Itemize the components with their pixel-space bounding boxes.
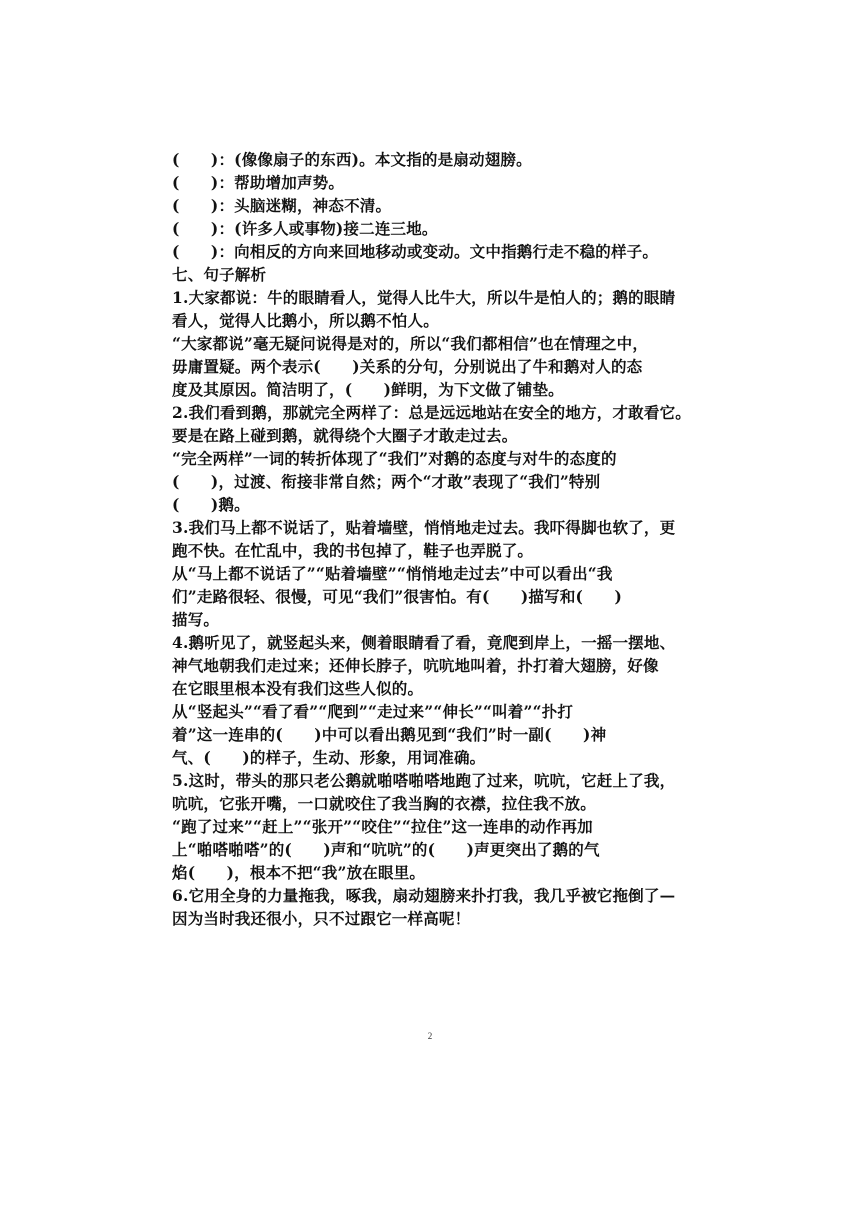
text-line: 4.鹅听见了，就竖起头来，侧着眼睛看了看，竟爬到岸上，一摇一摆地、 bbox=[172, 633, 676, 652]
worksheet-content bbox=[172, 148, 772, 930]
text-line: 看人，觉得人比鹅小，所以鹅不怕人。 bbox=[172, 311, 439, 330]
text-line: 焰( )，根本不把“我”放在眼里。 bbox=[172, 863, 426, 882]
text-line: 描写。 bbox=[172, 610, 220, 629]
text-line: 吭吭，它张开嘴，一口就咬住了我当胸的衣襟，拉住我不放。 bbox=[172, 794, 596, 813]
text-line: 在它眼里根本没有我们这些人似的。 bbox=[172, 679, 424, 698]
text-line: 度及其原因。简洁明了，( )鲜明，为下文做了铺垫。 bbox=[172, 380, 564, 399]
vocab-line: ( )：向相反的方向来回地移动或变动。文中指鹅行走不稳的样子。 bbox=[172, 242, 659, 261]
vocab-line: ( )：帮助增加声势。 bbox=[172, 173, 345, 192]
text-line: 3.我们马上都不说话了，贴着墙壁，悄悄地走过去。我吓得脚也软了，更 bbox=[172, 518, 676, 537]
text-line: 因为当时我还很小，只不过跟它一样高呢！ bbox=[172, 909, 471, 928]
text-line: 跑不快。在忙乱中，我的书包掉了，鞋子也弄脱了。 bbox=[172, 541, 534, 560]
text-line: 上“啪嗒啪嗒”的( )声和“吭吭”的( )声更突出了鹅的气 bbox=[172, 840, 600, 859]
text-line: “大家都说”毫无疑问说得是对的，所以“我们都相信”也在情理之中， bbox=[172, 334, 649, 353]
text-line: 要是在路上碰到鹅，就得绕个大圈子才敢走过去。 bbox=[172, 426, 518, 445]
text-line: 毋庸置疑。两个表示( )关系的分句，分别说出了牛和鹅对人的态 bbox=[172, 357, 643, 376]
text-line: ( )，过渡、衔接非常自然；两个“才敢”表现了“我们”特别 bbox=[172, 472, 601, 491]
text-line: “完全两样”一词的转折体现了“我们”对鹅的态度与对牛的态度的 bbox=[172, 449, 617, 468]
vocab-line: ( )：(许多人或事物)接二连三地。 bbox=[172, 219, 438, 238]
vocab-line: ( )：(像像扇子的东西)。本文指的是扇动翅膀。 bbox=[172, 150, 532, 169]
text-line: 神气地朝我们走过来；还伸长脖子，吭吭地叫着，扑打着大翅膀，好像 bbox=[172, 656, 659, 675]
text-line: 从“马上都不说话了”“贴着墙壁”“悄悄地走过去”中可以看出“我 bbox=[172, 564, 613, 583]
text-line: 们”走路很轻、很慢，可见“我们”很害怕。有( )描写和( ) bbox=[172, 587, 622, 606]
text-line: ( )鹅。 bbox=[172, 495, 250, 514]
text-line: 从“竖起头”“看了看”“爬到”“走过来”“伸长”“叫着”“扑打 bbox=[172, 702, 574, 721]
section-title: 七、句子解析 bbox=[172, 265, 267, 284]
text-line: 6.它用全身的力量拖我，啄我，扇动翅膀来扑打我，我几乎被它拖倒了— bbox=[172, 886, 676, 905]
text-line: 5.这时，带头的那只老公鹅就啪嗒啪嗒地跑了过来，吭吭，它赶上了我， bbox=[172, 771, 676, 790]
page-number: 2 bbox=[427, 1031, 433, 1041]
text-line: 着”这一连串的( )中可以看出鹅见到“我们”时一副( )神 bbox=[172, 725, 607, 744]
vocab-line: ( )：头脑迷糊，神态不清。 bbox=[172, 196, 392, 215]
text-line: 气、( )的样子，生动、形象，用词准确。 bbox=[172, 748, 486, 767]
text-line: 2.我们看到鹅，那就完全两样了：总是远远地站在安全的地方，才敢看它。 bbox=[172, 403, 691, 422]
text-line: “跑了过来”“赶上”“张开”“咬住”“拉住”这一连串的动作再加 bbox=[172, 817, 593, 836]
text-line: 1.大家都说：牛的眼睛看人，觉得人比牛大，所以牛是怕人的；鹅的眼睛 bbox=[172, 288, 676, 307]
